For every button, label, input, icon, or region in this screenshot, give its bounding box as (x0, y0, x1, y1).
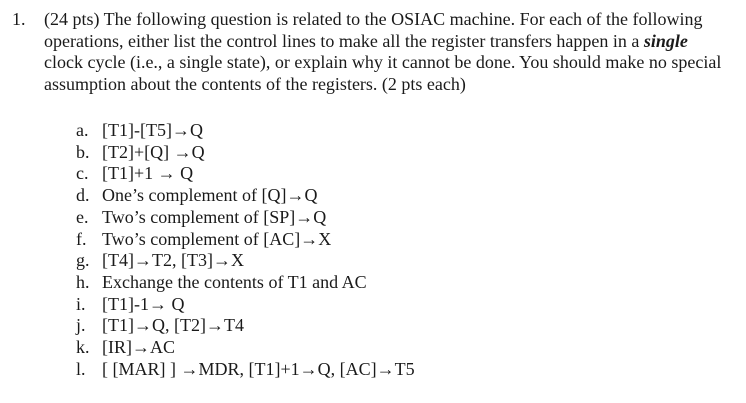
item-text: One’s complement of [Q]→Q (102, 185, 318, 206)
item-letter: f. (76, 228, 87, 249)
list-item (76, 120, 415, 142)
item-text: [T4]→T2, [T3]→X (102, 250, 244, 271)
list-item (76, 207, 415, 229)
list-item (76, 337, 415, 359)
item-text: [T1]-1→ Q (102, 293, 185, 314)
prompt-text-start: (24 pts) The following question is related to the OSIAC machine. For each of the following operations, either list the control lines to make all the register transfers happen in a (44, 9, 703, 51)
item-letter: i. (76, 293, 86, 314)
item-letter: h. (76, 271, 90, 292)
operation-list (76, 120, 415, 380)
question-number: 1. (12, 9, 26, 29)
list-item (76, 142, 415, 164)
list-item (76, 185, 415, 207)
item-letter: e. (76, 206, 89, 227)
item-text: Two’s complement of [SP]→Q (102, 206, 327, 227)
item-letter: k. (76, 337, 90, 358)
item-text: [ [MAR] ] →MDR, [T1]+1→Q, [AC]→T5 (102, 358, 415, 379)
list-item (76, 250, 415, 272)
list-item (76, 163, 415, 185)
item-letter: l. (76, 358, 86, 379)
list-item (76, 359, 415, 381)
item-text: [T1]+1 → Q (102, 163, 194, 184)
item-text: [IR]→AC (102, 337, 175, 358)
item-letter: d. (76, 185, 90, 206)
item-letter: a. (76, 120, 89, 140)
prompt-emphasis: single (643, 30, 688, 51)
list-item (76, 315, 415, 337)
item-letter: j. (76, 315, 86, 336)
list-item (76, 272, 415, 294)
item-text: [T1]-[T5]→Q (102, 120, 203, 140)
prompt-text-end: clock cycle (i.e., a single state), or explain why it cannot be done. You should make no special assumption about the contents of the registers. (2 pts each) (44, 52, 722, 94)
list-item (76, 294, 415, 316)
item-text: [T2]+[Q] →Q (102, 141, 205, 162)
item-letter: b. (76, 141, 90, 162)
item-text: [T1]→Q, [T2]→T4 (102, 315, 244, 336)
question-prompt (44, 9, 728, 95)
item-text: Exchange the contents of T1 and AC (102, 271, 367, 292)
item-text: Two’s complement of [AC]→X (102, 228, 332, 249)
item-letter: g. (76, 250, 90, 271)
list-item (76, 229, 415, 251)
item-letter: c. (76, 163, 89, 184)
